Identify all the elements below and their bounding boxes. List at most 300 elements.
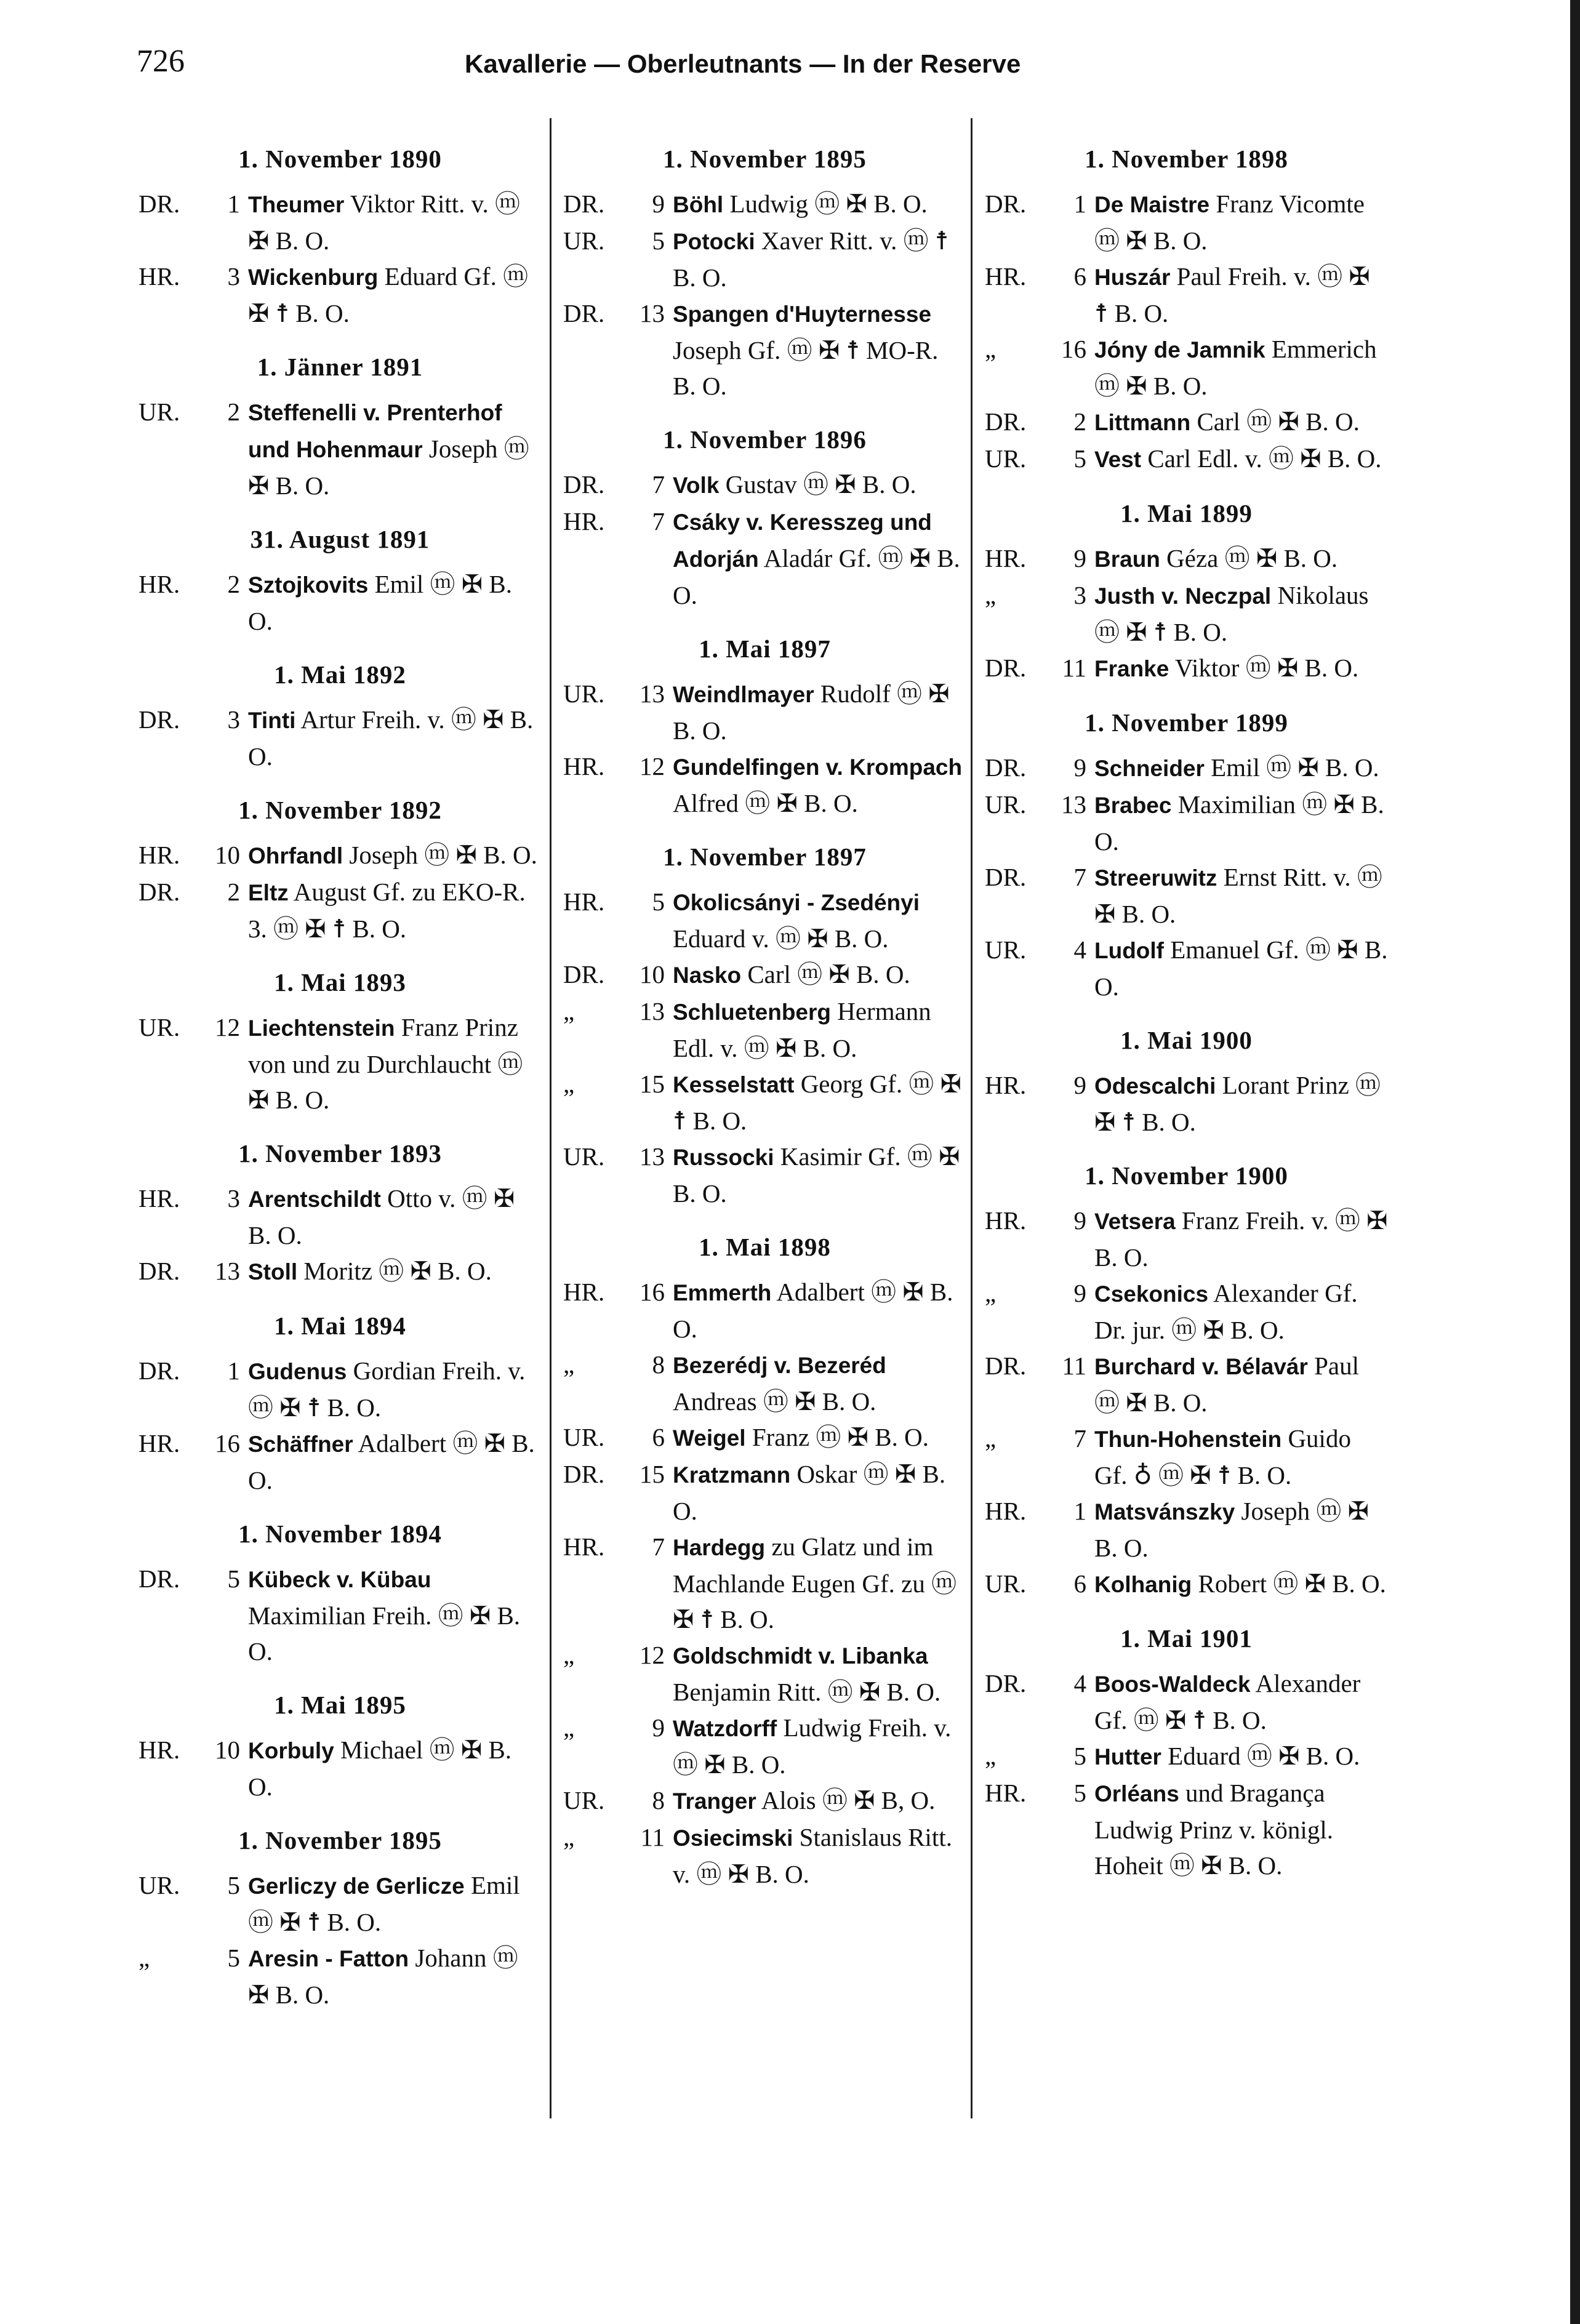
regiment-number: 9 [1073, 1206, 1086, 1235]
regiment-abbr: DR. [138, 1257, 180, 1285]
officer-entry [563, 295, 966, 404]
section-gap [985, 687, 1388, 700]
regiment-number: 3 [227, 1184, 240, 1212]
officer-details: Joseph ⓜ ✠ B. O. [248, 435, 529, 500]
regiment-abbr: DR. [138, 705, 180, 734]
regiment-number: 2 [1073, 407, 1086, 436]
regiment-abbr: UR. [985, 444, 1027, 473]
regiment-abbr: „ [985, 335, 997, 363]
officer-entry [138, 837, 542, 874]
page-number: 726 [137, 44, 185, 79]
officer-details: Eduard ⓜ ✠ B. O. [1168, 1742, 1360, 1770]
officer-details: zu Glatz und im Machlande Eugen Gf. zu ⓜ ✠ ☨ B. O. [673, 1533, 957, 1633]
column-rule [550, 118, 551, 2118]
officer-surname: De Maistre [1094, 192, 1210, 217]
officer-surname: Spangen d'Huyternesse [673, 302, 932, 327]
officer-surname: Kolhanig [1094, 1572, 1192, 1597]
officer-entry [138, 394, 542, 503]
regiment-number: 5 [652, 888, 665, 916]
regiment-abbr: HR. [985, 1497, 1027, 1525]
section-gap [138, 774, 542, 788]
officer-details: Xaver Ritt. v. ⓜ ☨ B. O. [673, 226, 949, 292]
officer-surname: Boos-Waldeck [1094, 1672, 1251, 1697]
officer-entry [563, 1274, 966, 1347]
officer-entry [563, 1066, 966, 1139]
officer-surname: Huszár [1094, 265, 1171, 290]
column-right [985, 137, 1388, 1897]
officer-details: Ernst Ritt. v. ⓜ ✠ B. O. [1094, 863, 1382, 928]
regiment-abbr: HR. [985, 1206, 1027, 1235]
officer-surname: Potocki [673, 229, 755, 254]
officer-surname: Stoll [248, 1259, 298, 1284]
officer-entry [138, 1009, 542, 1118]
officer-details: Benjamin Ritt. ⓜ ✠ B. O. [673, 1678, 941, 1706]
officer-details: Adalbert ⓜ ✠ B. O. [673, 1278, 953, 1343]
regiment-number: 12 [215, 1013, 240, 1041]
regiment-number: 3 [227, 705, 240, 734]
regiment-number: 7 [1073, 1424, 1086, 1452]
officer-surname: Böhl [673, 192, 724, 217]
officer-entry [985, 1420, 1388, 1493]
date-heading: 1. November 1900 [1085, 1161, 1288, 1190]
date-heading: 1. November 1890 [238, 145, 442, 173]
regiment-abbr: DR. [138, 190, 180, 218]
section-gap [138, 1118, 542, 1131]
officer-details: Otto v. ⓜ ✠ B. O. [248, 1184, 515, 1249]
officer-surname: Odescalchi [1094, 1073, 1216, 1099]
officer-surname: Vest [1094, 447, 1142, 472]
officer-details: Gordian Freih. v. ⓜ ✠ ☨ B. O. [248, 1356, 526, 1422]
regiment-number: 16 [640, 1278, 665, 1306]
officer-entry [985, 577, 1388, 650]
regiment-abbr: DR. [985, 654, 1027, 682]
officer-details: Johann ⓜ ✠ B. O. [248, 1944, 518, 2009]
regiment-number: 5 [227, 1871, 240, 1899]
officer-details: Géza ⓜ ✠ B. O. [1166, 544, 1338, 572]
officer-details: Hermann Edl. v. ⓜ ✠ B. O. [673, 997, 931, 1062]
officer-surname: Russocki [673, 1145, 774, 1170]
regiment-abbr: HR. [138, 1736, 180, 1764]
officer-details: Franz Vicomte ⓜ ✠ B. O. [1094, 190, 1365, 255]
officer-entry [985, 1275, 1388, 1348]
section-gap [138, 503, 542, 517]
officer-details: Emil ⓜ ✠ ☨ B. O. [248, 1871, 520, 1936]
regiment-abbr: HR. [563, 507, 605, 535]
officer-details: Andreas ⓜ ✠ B. O. [673, 1387, 876, 1416]
regiment-number: 5 [227, 1944, 240, 1972]
officer-details: Viktor ⓜ ✠ B. O. [1174, 654, 1359, 682]
officer-details: August Gf. zu EKO-R. 3. ⓜ ✠ ☨ B. O. [248, 878, 526, 943]
regiment-number: 1 [227, 1356, 240, 1385]
officer-entry [563, 223, 966, 295]
officer-details: Maximilian ⓜ ✠ B. O. [1094, 790, 1384, 855]
officer-entry [138, 702, 542, 774]
regiment-number: 7 [652, 507, 665, 535]
officer-details: Carl Edl. v. ⓜ ✠ B. O. [1147, 444, 1382, 473]
regiment-abbr: DR. [138, 1356, 180, 1385]
section-gap [138, 1669, 542, 1683]
officer-entry [985, 404, 1388, 441]
regiment-abbr: „ [985, 581, 997, 609]
officer-entry [563, 676, 966, 748]
regiment-number: 16 [1061, 335, 1086, 363]
regiment-abbr: „ [138, 1944, 150, 1972]
officer-entry [985, 932, 1388, 1004]
officer-entry [563, 1819, 966, 1892]
regiment-abbr: DR. [563, 190, 605, 218]
officer-surname: Vetsera [1094, 1209, 1176, 1234]
regiment-number: 7 [1073, 863, 1086, 891]
regiment-number: 13 [640, 997, 665, 1025]
regiment-number: 9 [1073, 544, 1086, 572]
regiment-abbr: HR. [138, 841, 180, 869]
officer-details: Alois ⓜ ✠ B, O. [761, 1786, 936, 1814]
officer-entry [563, 956, 966, 993]
officer-surname: Steffenelli v. Prenterhof und Hohenmaur [248, 400, 502, 462]
officer-entry [563, 503, 966, 613]
officer-surname: Weigel [673, 1425, 746, 1451]
officer-entry [985, 787, 1388, 859]
officer-entry [985, 1493, 1388, 1566]
regiment-abbr: HR. [985, 1071, 1027, 1099]
regiment-number: 6 [1073, 1569, 1086, 1598]
regiment-abbr: HR. [985, 262, 1027, 290]
officer-details: Emil ⓜ ✠ B. O. [1211, 753, 1379, 782]
regiment-number: 12 [640, 1641, 665, 1669]
section-gap [138, 639, 542, 652]
officer-details: Moritz ⓜ ✠ B. O. [303, 1257, 492, 1285]
officer-details: Alexander Gf. Dr. jur. ⓜ ✠ B. O. [1094, 1279, 1358, 1344]
regiment-abbr: UR. [563, 1142, 605, 1171]
regiment-number: 13 [640, 299, 665, 327]
regiment-number: 10 [640, 960, 665, 988]
officer-entry [138, 1353, 542, 1425]
date-heading: 1. Mai 1894 [274, 1312, 406, 1340]
date-heading: 31. August 1891 [250, 525, 430, 553]
regiment-abbr: DR. [985, 1669, 1027, 1697]
officer-details: Maximilian Freih. ⓜ ✠ B. O. [248, 1601, 521, 1665]
officer-surname: Ludolf [1094, 938, 1165, 963]
officer-surname: Orléans [1094, 1781, 1179, 1806]
officer-details: Joseph ⓜ ✠ B. O. [1094, 1497, 1369, 1562]
officer-details: Georg Gf. ⓜ ✠ ☨ B. O. [673, 1070, 962, 1135]
officer-entry [138, 1180, 542, 1253]
officer-details: Franz Freih. v. ⓜ ✠ B. O. [1094, 1206, 1388, 1272]
regiment-number: 3 [227, 262, 240, 290]
regiment-abbr: DR. [985, 753, 1027, 782]
regiment-abbr: HR. [138, 262, 180, 290]
officer-details: Stanislaus Ritt. v. ⓜ ✠ B. O. [673, 1823, 952, 1888]
date-heading: 1. Mai 1901 [1120, 1624, 1253, 1653]
regiment-abbr: DR. [563, 960, 605, 988]
date-heading: 1. Mai 1893 [274, 968, 406, 996]
officer-surname: Theumer [248, 192, 345, 217]
officer-entry [563, 748, 966, 821]
date-heading: 1. November 1895 [238, 1826, 442, 1854]
officer-surname: Kübeck v. Kübau [248, 1567, 431, 1592]
officer-entry [138, 1867, 542, 1940]
section-gap [563, 821, 966, 835]
officer-surname: Watzdorff [673, 1716, 777, 1741]
officer-entry [563, 1637, 966, 1710]
regiment-abbr: UR. [138, 1013, 180, 1041]
officer-details: Artur Freih. v. ⓜ ✠ B. O. [248, 705, 534, 771]
officer-entry [563, 1347, 966, 1419]
officer-entry [563, 1710, 966, 1782]
regiment-abbr: DR. [985, 190, 1027, 218]
column-left [138, 137, 542, 2026]
date-heading: 1. Mai 1895 [274, 1691, 406, 1719]
officer-entry [563, 993, 966, 1066]
regiment-number: 2 [227, 570, 240, 598]
officer-details: Emanuel Gf. ⓜ ✠ B. O. [1094, 936, 1388, 1001]
officer-entry [985, 1067, 1388, 1140]
officer-surname: Korbuly [248, 1738, 334, 1763]
regiment-abbr: UR. [563, 226, 605, 255]
date-heading: 1. November 1892 [238, 796, 442, 824]
officer-details: Franz ⓜ ✠ B. O. [752, 1423, 929, 1451]
officer-surname: Gudenus [248, 1359, 347, 1384]
date-heading: 1. November 1896 [663, 425, 867, 454]
officer-entry [138, 1732, 542, 1805]
officer-surname: Schluetenberg [673, 1000, 831, 1025]
officer-entry [985, 1203, 1388, 1275]
officer-surname: Goldschmidt v. Libanka [673, 1643, 928, 1669]
regiment-number: 2 [227, 398, 240, 426]
section-gap [138, 1290, 542, 1304]
officer-details: Joseph ⓜ ✠ B. O. [349, 841, 537, 869]
officer-details: Kasimir Gf. ⓜ ✠ B. O. [673, 1142, 960, 1208]
officer-surname: Gundelfingen v. Krompach [673, 755, 963, 780]
officer-details: Alfred ⓜ ✠ B. O. [673, 789, 858, 817]
regiment-abbr: „ [985, 1424, 997, 1452]
regiment-number: 7 [652, 1533, 665, 1561]
regiment-abbr: DR. [985, 407, 1027, 436]
regiment-abbr: „ [563, 1641, 575, 1669]
regiment-number: 1 [1073, 1497, 1086, 1525]
officer-entry [563, 884, 966, 956]
regiment-number: 1 [1073, 190, 1086, 218]
officer-details: Aladár Gf. ⓜ ✠ B. O. [673, 544, 960, 609]
officer-details: Robert ⓜ ✠ B. O. [1198, 1569, 1386, 1598]
officer-details: Paul ⓜ ✠ B. O. [1094, 1352, 1360, 1417]
regiment-abbr: DR. [985, 1352, 1027, 1380]
officer-surname: Brabec [1094, 793, 1172, 818]
officer-surname: Gerliczy de Gerlicze [248, 1873, 465, 1899]
regiment-abbr: „ [563, 1070, 575, 1098]
date-heading: 1. Mai 1897 [699, 635, 831, 663]
officer-details: Lorant Prinz ⓜ ✠ ☨ B. O. [1094, 1071, 1381, 1136]
officer-surname: Justh v. Neczpal [1094, 583, 1272, 609]
officer-surname: Braun [1094, 547, 1160, 572]
officer-entry [563, 467, 966, 503]
running-head: Kavallerie — Oberleutnants — In der Reserve [465, 49, 1021, 78]
regiment-number: 9 [652, 190, 665, 218]
regiment-abbr: DR. [563, 299, 605, 327]
regiment-number: 11 [1062, 654, 1086, 682]
officer-entry [985, 331, 1388, 404]
officer-surname: Kesselstatt [673, 1072, 795, 1097]
regiment-number: 9 [1073, 1071, 1086, 1099]
regiment-abbr: HR. [563, 752, 605, 780]
officer-entry [138, 258, 542, 331]
regiment-abbr: DR. [138, 878, 180, 906]
regiment-abbr: „ [563, 1713, 575, 1742]
officer-surname: Nasko [673, 963, 742, 988]
officer-surname: Franke [1094, 656, 1169, 681]
regiment-number: 7 [652, 470, 665, 499]
officer-surname: Weindlmayer [673, 682, 814, 707]
regiment-number: 4 [1073, 1669, 1086, 1697]
officer-entry [138, 1425, 542, 1498]
section-gap [985, 478, 1388, 491]
officer-entry [985, 441, 1388, 478]
officer-surname: Burchard v. Bélavár [1094, 1354, 1308, 1379]
regiment-abbr: UR. [985, 936, 1027, 964]
regiment-number: 5 [1073, 444, 1086, 473]
regiment-number: 13 [215, 1257, 240, 1285]
officer-surname: Matsvánszky [1094, 1499, 1235, 1525]
officer-surname: Schneider [1094, 756, 1205, 781]
officer-entry [138, 186, 542, 258]
regiment-number: 4 [1073, 936, 1086, 964]
regiment-abbr: HR. [563, 1533, 605, 1561]
section-gap [138, 947, 542, 960]
regiment-number: 8 [652, 1350, 665, 1379]
date-heading: 1. November 1898 [1085, 145, 1288, 173]
regiment-abbr: UR. [138, 398, 180, 426]
officer-surname: Eltz [248, 880, 289, 905]
regiment-abbr: HR. [563, 1278, 605, 1306]
officer-entry [563, 1139, 966, 1211]
column-rule [971, 118, 972, 2118]
officer-details: Eduard Gf. ⓜ ✠ ☨ B. O. [248, 262, 529, 327]
date-heading: 1. Mai 1900 [1120, 1026, 1253, 1054]
officer-surname: Bezerédj v. Bezeréd [673, 1353, 886, 1378]
officer-entry [985, 750, 1388, 787]
officer-surname: Tinti [248, 708, 296, 733]
officer-details: Emmerich ⓜ ✠ B. O. [1094, 335, 1377, 400]
officer-details: Ludwig ⓜ ✠ B. O. [729, 190, 928, 218]
officer-surname: Okolicsányi - Zsedényi [673, 890, 920, 915]
regiment-number: 16 [215, 1429, 240, 1457]
regiment-number: 8 [652, 1786, 665, 1814]
officer-entry [985, 540, 1388, 577]
officer-entry [985, 1775, 1388, 1883]
regiment-number: 10 [215, 1736, 240, 1764]
regiment-abbr: DR. [985, 863, 1027, 891]
officer-entry [138, 1561, 542, 1669]
date-heading: 1. Mai 1892 [274, 660, 406, 689]
regiment-number: 1 [227, 190, 240, 218]
officer-surname: Osiecimski [673, 1825, 793, 1851]
regiment-number: 13 [640, 1142, 665, 1171]
officer-details: Franz Prinz von und zu Durchlaucht ⓜ ✠ B. O. [248, 1013, 523, 1114]
officer-details: Emil ⓜ ✠ B. O. [248, 570, 512, 635]
regiment-number: 6 [1073, 262, 1086, 290]
officer-details: Carl ⓜ ✠ B. O. [747, 960, 910, 988]
date-heading: 1. November 1894 [238, 1520, 442, 1548]
officer-surname: Kratzmann [673, 1462, 791, 1488]
regiment-abbr: HR. [563, 888, 605, 916]
officer-entry [985, 650, 1388, 687]
regiment-number: 5 [1073, 1742, 1086, 1770]
officer-surname: Csekonics [1094, 1281, 1209, 1307]
regiment-abbr: UR. [985, 1569, 1027, 1598]
regiment-abbr: UR. [138, 1871, 180, 1899]
section-gap [138, 1805, 542, 1818]
regiment-number: 5 [1073, 1779, 1086, 1807]
date-heading: 1. Mai 1899 [1120, 499, 1253, 527]
officer-details: Paul Freih. v. ⓜ ✠ ☨ B. O. [1094, 262, 1370, 327]
regiment-abbr: DR. [563, 470, 605, 499]
section-gap [563, 613, 966, 627]
officer-surname: Thun-Hohenstein [1094, 1427, 1282, 1452]
regiment-number: 6 [652, 1423, 665, 1451]
officer-details: Alexander Gf. ⓜ ✠ ☨ B. O. [1094, 1669, 1361, 1734]
regiment-number: 15 [640, 1460, 665, 1488]
officer-details: und Bragança Ludwig Prinz v. königl. Hoheit ⓜ ✠ B. O. [1094, 1779, 1333, 1880]
section-gap [138, 1498, 542, 1512]
regiment-number: 2 [227, 878, 240, 906]
column-middle [563, 137, 966, 1905]
section-gap [985, 1883, 1388, 1897]
officer-surname: Tranger [673, 1789, 756, 1814]
date-heading: 1. November 1897 [663, 843, 867, 871]
regiment-number: 3 [1073, 581, 1086, 609]
officer-surname: Liechtenstein [248, 1016, 395, 1041]
officer-details: Adalbert ⓜ ✠ B. O. [248, 1429, 535, 1494]
regiment-abbr: HR. [985, 544, 1027, 572]
regiment-abbr: DR. [563, 1460, 605, 1488]
officer-details: Rudolf ⓜ ✠ B. O. [673, 679, 950, 745]
officer-surname: Volk [673, 473, 720, 498]
officer-surname: Jóny de Jamnik [1094, 337, 1265, 363]
regiment-abbr: UR. [563, 1423, 605, 1451]
officer-surname: Hardegg [673, 1535, 766, 1560]
officer-entry [138, 1253, 542, 1290]
officer-entry [563, 1419, 966, 1456]
officer-entry [985, 859, 1388, 932]
regiment-abbr: HR. [138, 1429, 180, 1457]
regiment-abbr: UR. [563, 1786, 605, 1814]
regiment-abbr: „ [563, 997, 575, 1025]
regiment-number: 15 [640, 1070, 665, 1098]
officer-surname: Streeruwitz [1094, 865, 1217, 891]
regiment-abbr: „ [563, 1350, 575, 1379]
officer-surname: Ohrfandl [248, 843, 343, 868]
officer-surname: Aresin - Fatton [248, 1946, 409, 1971]
regiment-abbr: UR. [563, 679, 605, 708]
regiment-number: 13 [640, 679, 665, 708]
date-heading: 1. Jänner 1891 [257, 353, 423, 381]
regiment-abbr: HR. [985, 1779, 1027, 1807]
officer-surname: Schäffner [248, 1432, 353, 1457]
scan-frame-edge [1570, 0, 1580, 2324]
officer-entry [985, 1738, 1388, 1775]
officer-details: Carl ⓜ ✠ B. O. [1197, 407, 1360, 436]
section-gap [138, 331, 542, 345]
section-gap [985, 1603, 1388, 1616]
officer-surname: Arentschildt [248, 1187, 381, 1212]
officer-surname: Csáky v. Keresszeg und Adorján [673, 510, 932, 572]
regiment-number: 11 [640, 1823, 665, 1851]
regiment-abbr: HR. [138, 1184, 180, 1212]
section-gap [563, 1211, 966, 1225]
regiment-abbr: „ [563, 1823, 575, 1851]
section-gap [985, 1140, 1388, 1153]
officer-details: Michael ⓜ ✠ B. O. [248, 1736, 512, 1801]
